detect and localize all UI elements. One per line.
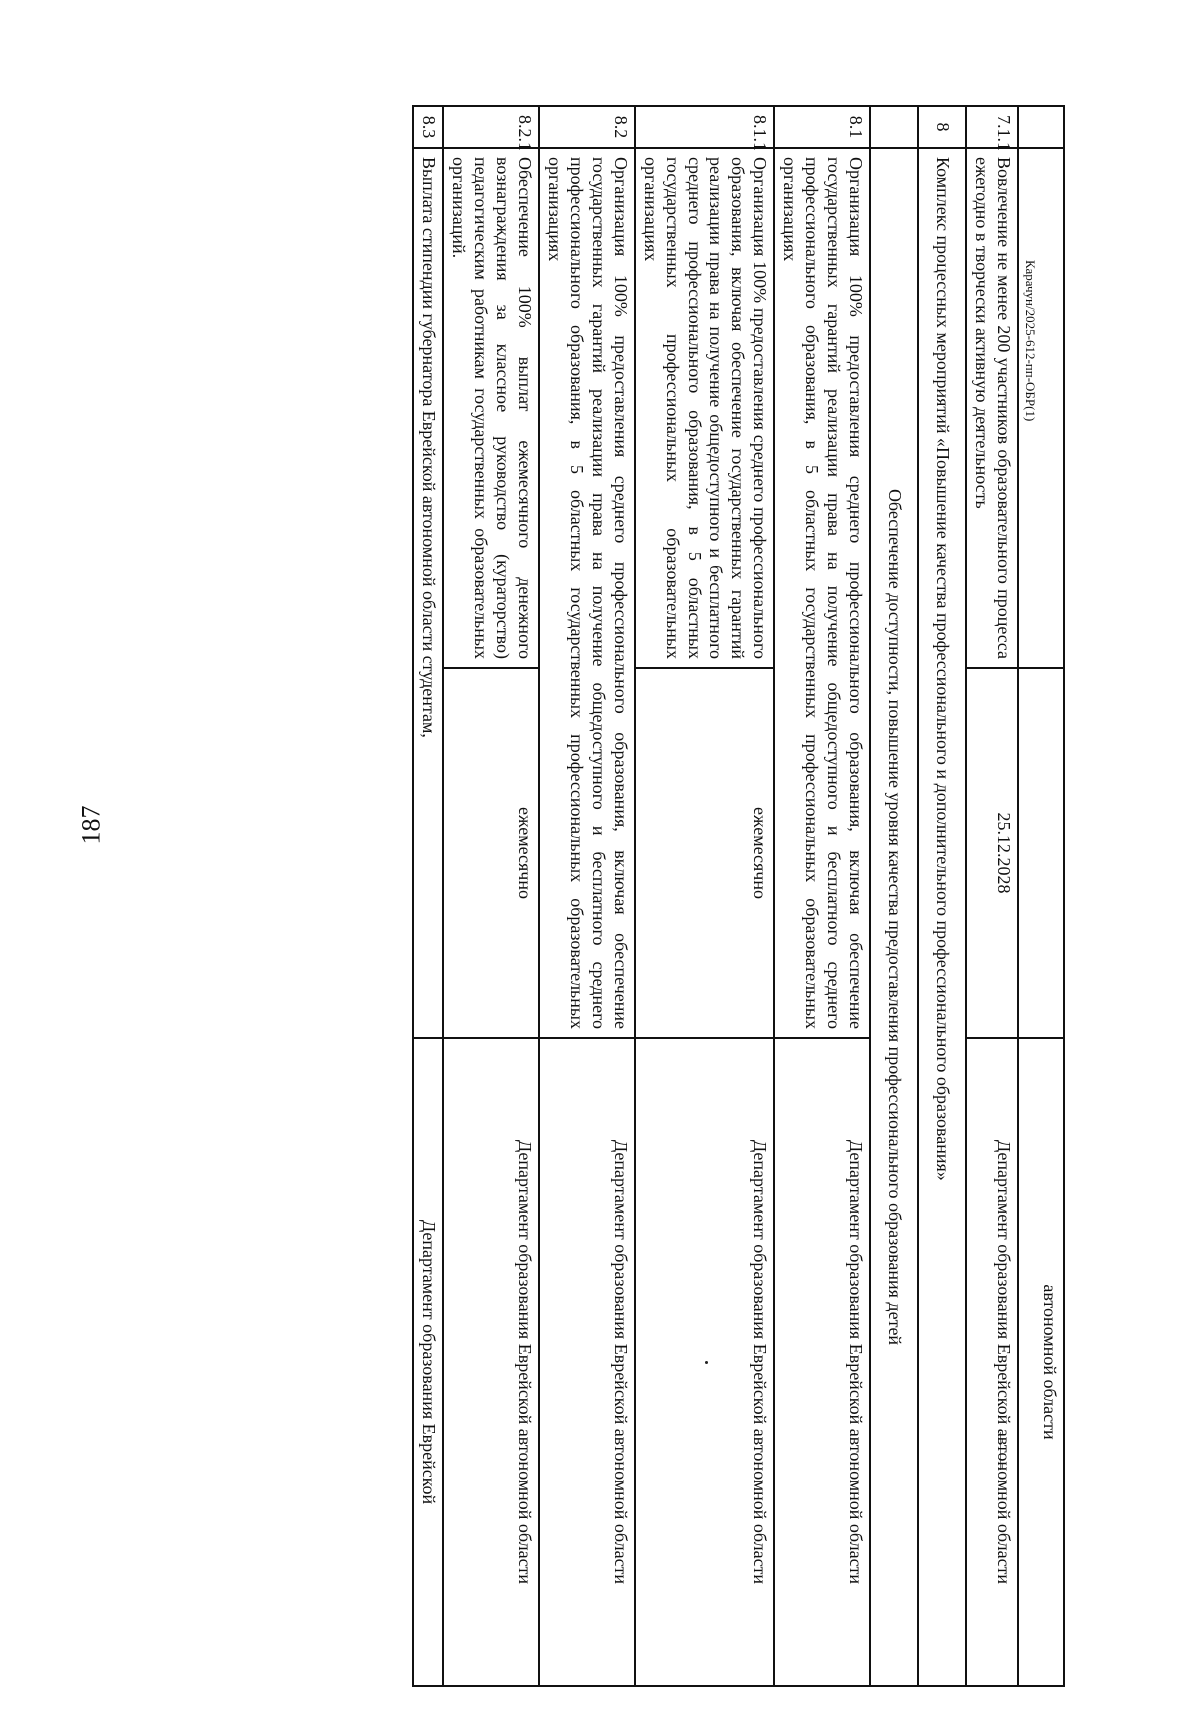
row-number: 8.3 — [413, 106, 443, 148]
table-row — [870, 106, 918, 1686]
row-responsible: Департамент образования Еврейской автономной области — [966, 1038, 1018, 1686]
table-row — [539, 106, 635, 1686]
table-row — [635, 106, 775, 1686]
stray-mark — [705, 1361, 708, 1364]
row-number: 8.2 — [539, 106, 635, 148]
row-number — [870, 106, 918, 148]
row-text: Обеспечение 100% выплат ежемесячного денежного вознаграждения за классное руководство (кураторство) педагогическим работникам государственных образовательных организаций. — [443, 148, 539, 668]
table-row — [918, 106, 966, 1686]
row-number — [1018, 106, 1064, 148]
row-number: 8 — [918, 106, 966, 148]
row-responsible: Департамент образования Еврейской — [413, 1038, 443, 1686]
document-code: Карачун/2025-612-пп-ОБР(1) — [1023, 260, 1038, 422]
table-row — [1018, 106, 1064, 1686]
table-row — [774, 106, 870, 1686]
row-text: Вовлечение не менее 200 участников образовательного процесса ежегодно в творчески активную деятельность — [966, 148, 1018, 668]
row-text: Выплата стипендии губернатора Еврейской автономной области студентам, — [413, 148, 443, 1038]
section-title: Комплекс процессных мероприятий «Повышение качества профессионального и дополнительного профессионального образования» — [918, 148, 966, 1686]
row-responsible — [635, 1038, 775, 1686]
row-responsible-text: Департамент образования Еврейской автономной области — [750, 1139, 771, 1585]
row-number: 8.1 — [774, 106, 870, 148]
plan-table-frame — [185, 105, 1065, 1685]
row-text: Организация 100% предоставления среднего профессионального образования, включая обеспечение государственных гарантий реализации права на получение общедоступного и бесплатного среднего профессионального образования, в 5 областных государственных профессиональных образовательных организациях — [774, 148, 870, 1038]
table-row — [443, 106, 539, 1686]
row-date — [1018, 668, 1064, 1038]
row-number: 8.2.1 — [443, 106, 539, 148]
row-text — [1018, 148, 1064, 668]
row-date: 25.12.2028 — [966, 668, 1018, 1038]
row-text: Организация 100% предоставления среднего профессионального образования, включая обеспечение государственных гарантий реализации права на получение общедоступного и бесплатного среднего профессионального образования, в 5 областных государственных профессиональных образовательных организациях — [635, 148, 775, 668]
plan-table — [412, 105, 1065, 1687]
table-row — [413, 106, 443, 1686]
row-responsible: Департамент образования Еврейской автономной области — [539, 1038, 635, 1686]
page-number: 187 — [76, 805, 106, 845]
row-responsible: Департамент образования Еврейской автономной области — [774, 1038, 870, 1686]
row-date: ежемесячно — [443, 668, 539, 1038]
table-row — [966, 106, 1018, 1686]
row-number: 8.1.1 — [635, 106, 775, 148]
task-title: Обеспечение доступности, повышение уровня качества предоставления профессионального образования детей — [870, 148, 918, 1686]
row-number: 7.1.1 — [966, 106, 1018, 148]
row-text: Организация 100% предоставления среднего профессионального образования, включая обеспечение государственных гарантий реализации права на получение общедоступного и бесплатного среднего профессионального образования, в 5 областных государственных профессиональных образовательных организациях — [539, 148, 635, 1038]
row-responsible: Департамент образования Еврейской автономной области — [443, 1038, 539, 1686]
row-responsible: автономной области — [1018, 1038, 1064, 1686]
row-date: ежемесячно — [635, 668, 775, 1038]
